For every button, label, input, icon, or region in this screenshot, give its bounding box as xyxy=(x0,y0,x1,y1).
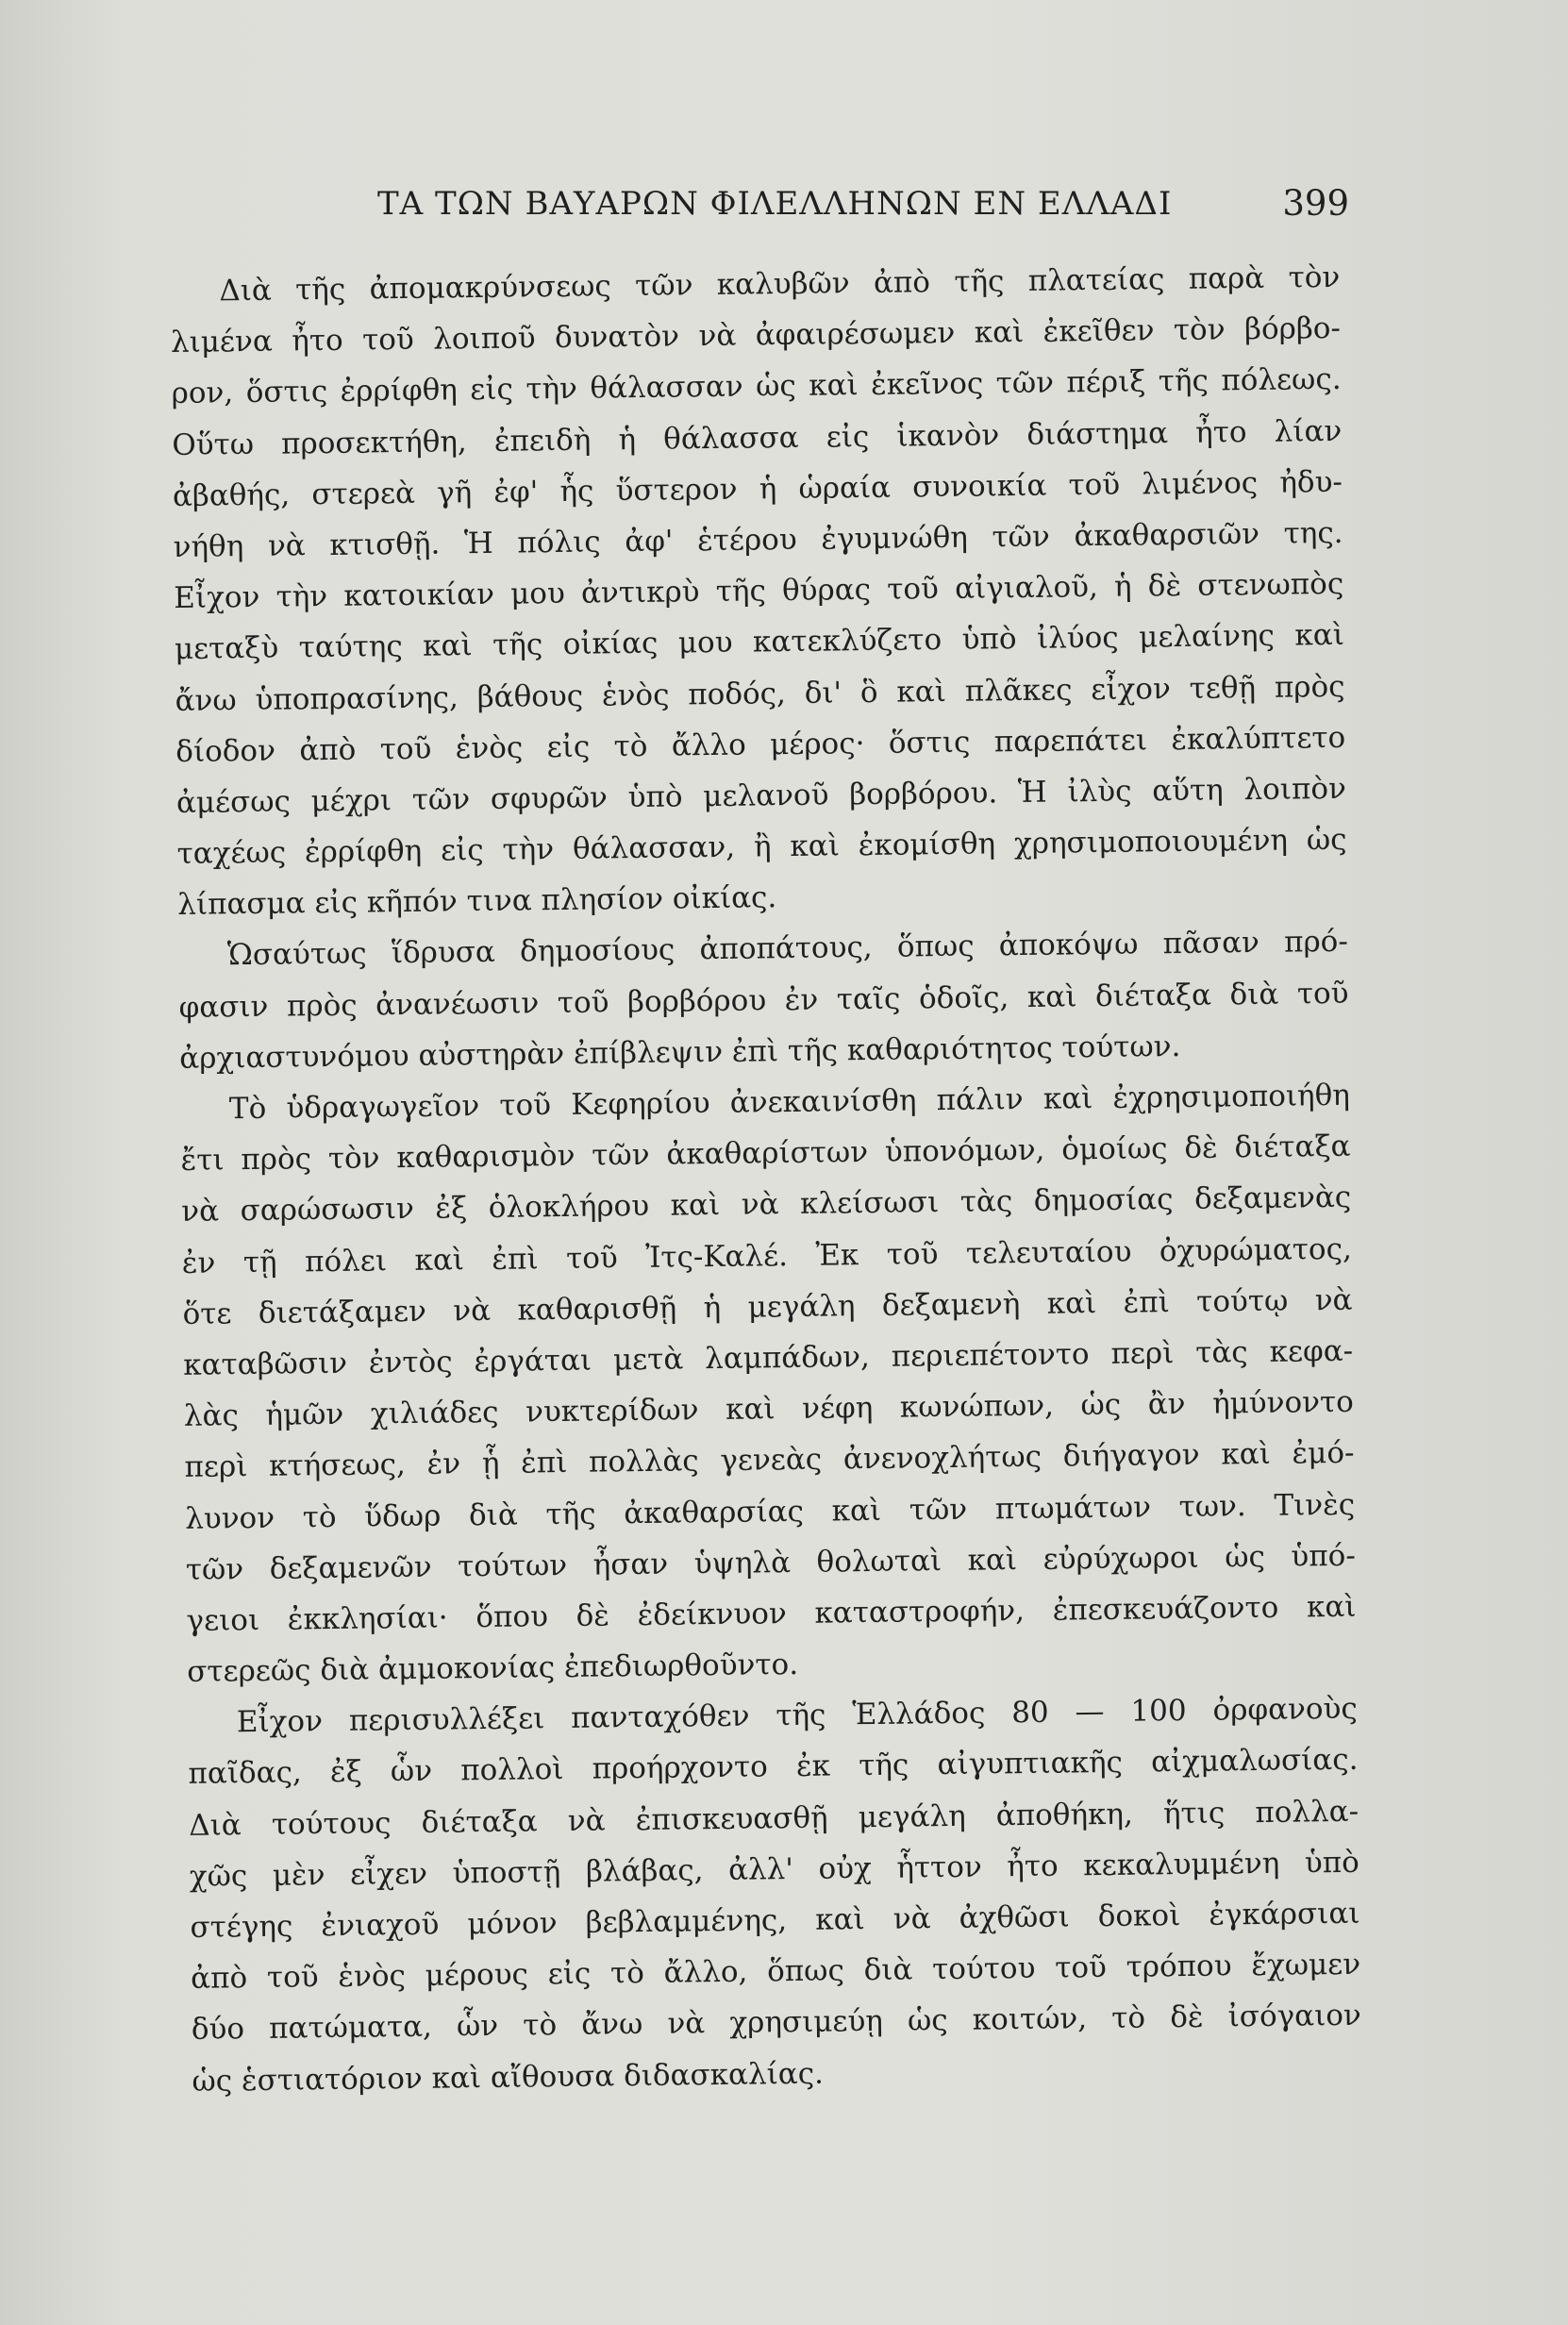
text-line: φασιν πρὸς ἀνανέωσιν τοῦ βορβόρου ἐν ταῖς ὁδοῖς, καὶ διέταξα διὰ τοῦ xyxy=(178,976,1349,1025)
running-title: ΤΑ ΤΩΝ ΒΑΥΑΡΩΝ ΦΙΛΕΛΛΗΝΩΝ ΕΝ ΕΛΛΑΔΙ xyxy=(377,185,1173,223)
text-line: χῶς μὲν εἶχεν ὑποστῇ βλάβας, ἀλλ' οὐχ ἧττον ἦτο κεκαλυμμένη ὑπὸ xyxy=(189,1845,1359,1894)
text-line: ἀβαθής, στερεὰ γῆ ἐφ' ἧς ὕστερον ἡ ὡραία συνοικία τοῦ λιμένος ἠδυ- xyxy=(172,464,1343,513)
text-line: νὰ σαρώσωσιν ἐξ ὁλοκλήρου καὶ νὰ κλείσωσι τὰς δημοσίας δεξαμενὰς xyxy=(181,1180,1352,1229)
text-line: ἀρχιαστυνόμου αὐστηρὰν ἐπίβλεψιν ἐπὶ τῆς καθαριότητος τούτων. xyxy=(179,1029,1181,1076)
text-line: δίοδον ἀπὸ τοῦ ἑνὸς εἰς τὸ ἄλλο μέρος· ὅστις παρεπάτει ἐκαλύπτετο xyxy=(175,720,1346,769)
text-line: λὰς ἡμῶν χιλιάδες νυκτερίδων καὶ νέφη κωνώπων, ὡς ἂν ἠμύνοντο xyxy=(183,1384,1355,1434)
text-line: ταχέως ἐρρίφθη εἰς τὴν θάλασσαν, ἢ καὶ ἐκομίσθη χρησιμοποιουμένη ὡς xyxy=(176,822,1347,872)
text-line: λιμένα ἦτο τοῦ λοιποῦ δυνατὸν νὰ ἀφαιρέσωμεν καὶ ἐκεῖθεν τὸν βόρβο- xyxy=(170,311,1342,360)
text-line: λυνον τὸ ὕδωρ διὰ τῆς ἀκαθαρσίας καὶ τῶν πτωμάτων των. Τινὲς xyxy=(184,1487,1356,1536)
page-header xyxy=(377,185,1349,230)
text-line: Τὸ ὑδραγωγεῖον τοῦ Κεφηρίου ἀνεκαινίσθη πάλιν καὶ ἐχρησιμοποιήθη xyxy=(228,1078,1351,1127)
text-line: ἐν τῇ πόλει καὶ ἐπὶ τοῦ Ἰτς-Καλέ. Ἐκ τοῦ τελευταίου ὀχυρώματος, xyxy=(181,1231,1353,1280)
text-line: παῖδας, ἐξ ὧν πολλοὶ προήρχοντο ἐκ τῆς αἰγυπτιακῆς αἰχμαλωσίας. xyxy=(188,1743,1359,1792)
body-text xyxy=(170,252,1362,2107)
text-line: ἀμέσως μέχρι τῶν σφυρῶν ὑπὸ μελανοῦ βορβόρου. Ἡ ἰλὺς αὕτη λοιπὸν xyxy=(175,771,1347,820)
text-line: στέγης ἐνιαχοῦ μόνον βεβλαμμένης, καὶ νὰ ἀχθῶσι δοκοὶ ἐγκάρσιαι xyxy=(190,1896,1360,1945)
text-line: στερεῶς διὰ ἀμμοκονίας ἐπεδιωρθοῦντο. xyxy=(186,1648,799,1689)
text-line: νήθη νὰ κτισθῇ. Ἡ πόλις ἀφ' ἑτέρου ἐγυμνώθη τῶν ἀκαθαρσιῶν της. xyxy=(173,515,1343,564)
text-line: ἀπὸ τοῦ ἑνὸς μέρους εἰς τὸ ἄλλο, ὅπως διὰ τούτου τοῦ τρόπου ἔχωμεν xyxy=(190,1947,1361,1997)
text-line: ὡς ἑστιατόριον καὶ αἴθουσα διδασκαλίας. xyxy=(192,2056,825,2099)
text-line: τῶν δεξαμενῶν τούτων ἦσαν ὑψηλὰ θολωταὶ καὶ εὐρύχωροι ὡς ὑπό- xyxy=(185,1538,1357,1587)
text-line: δύο πατώματα, ὧν τὸ ἄνω νὰ χρησιμεύῃ ὡς κοιτών, τὸ δὲ ἰσόγαιον xyxy=(191,1999,1361,2048)
text-line: Εἶχον τὴν κατοικίαν μου ἀντικρὺ τῆς θύρας τοῦ αἰγιαλοῦ, ἡ δὲ στενωπὸς xyxy=(174,566,1344,616)
text-line: λίπασμα εἰς κῆπόν τινα πλησίον οἰκίας. xyxy=(177,880,777,923)
text-line: Ὡσαύτως ἵδρυσα δημοσίους ἀποπάτους, ὅπως ἀποκόψω πᾶσαν πρό- xyxy=(226,925,1349,973)
text-line: Διὰ τῆς ἀπομακρύνσεως τῶν καλυβῶν ἀπὸ τῆς πλατείας παρὰ τὸν xyxy=(219,259,1341,309)
text-line: Εἶχον περισυλλέξει πανταχόθεν τῆς Ἑλλάδος 80 — 100 ὀρφανοὺς xyxy=(236,1691,1358,1740)
text-line: καταβῶσιν ἐντὸς ἐργάται μετὰ λαμπάδων, περιεπέτοντο περὶ τὰς κεφα- xyxy=(183,1333,1354,1382)
text-line: ὅτε διετάξαμεν νὰ καθαρισθῇ ἡ μεγάλη δεξαμενὴ καὶ ἐπὶ τούτῳ νὰ xyxy=(182,1282,1353,1331)
text-line: ἔτι πρὸς τὸν καθαρισμὸν τῶν ἀκαθαρίστων ὑπονόμων, ὁμοίως δὲ διέταξα xyxy=(180,1129,1351,1179)
text-line: μεταξὺ ταύτης καὶ τῆς οἰκίας μου κατεκλύζετο ὑπὸ ἰλύος μελαίνης καὶ xyxy=(174,618,1345,667)
page-number: 399 xyxy=(1282,183,1349,224)
text-line: γειοι ἐκκλησίαι· ὅπου δὲ ἐδείκνυον καταστροφήν, ἐπεσκευάζοντο καὶ xyxy=(186,1589,1357,1638)
text-line: ρον, ὅστις ἐρρίφθη εἰς τὴν θάλασσαν ὡς καὶ ἐκεῖνος τῶν πέριξ τῆς πόλεως. xyxy=(171,362,1342,411)
text-line: ἄνω ὑποπρασίνης, βάθους ἑνὸς ποδός, δι' ὃ καὶ πλᾶκες εἶχον τεθῇ πρὸς xyxy=(175,669,1345,718)
text-line: Διὰ τούτους διέταξα νὰ ἐπισκευασθῇ μεγάλη ἀποθήκη, ἥτις πολλα- xyxy=(188,1794,1359,1843)
text-line: περὶ κτήσεως, ἐν ᾗ ἐπὶ πολλὰς γενεὰς ἀνενοχλήτως διήγαγον καὶ ἐμό- xyxy=(184,1436,1355,1485)
text-line: Οὕτω προσεκτήθη, ἐπειδὴ ἡ θάλασσα εἰς ἱκανὸν διάστημα ἦτο λίαν xyxy=(172,413,1343,462)
